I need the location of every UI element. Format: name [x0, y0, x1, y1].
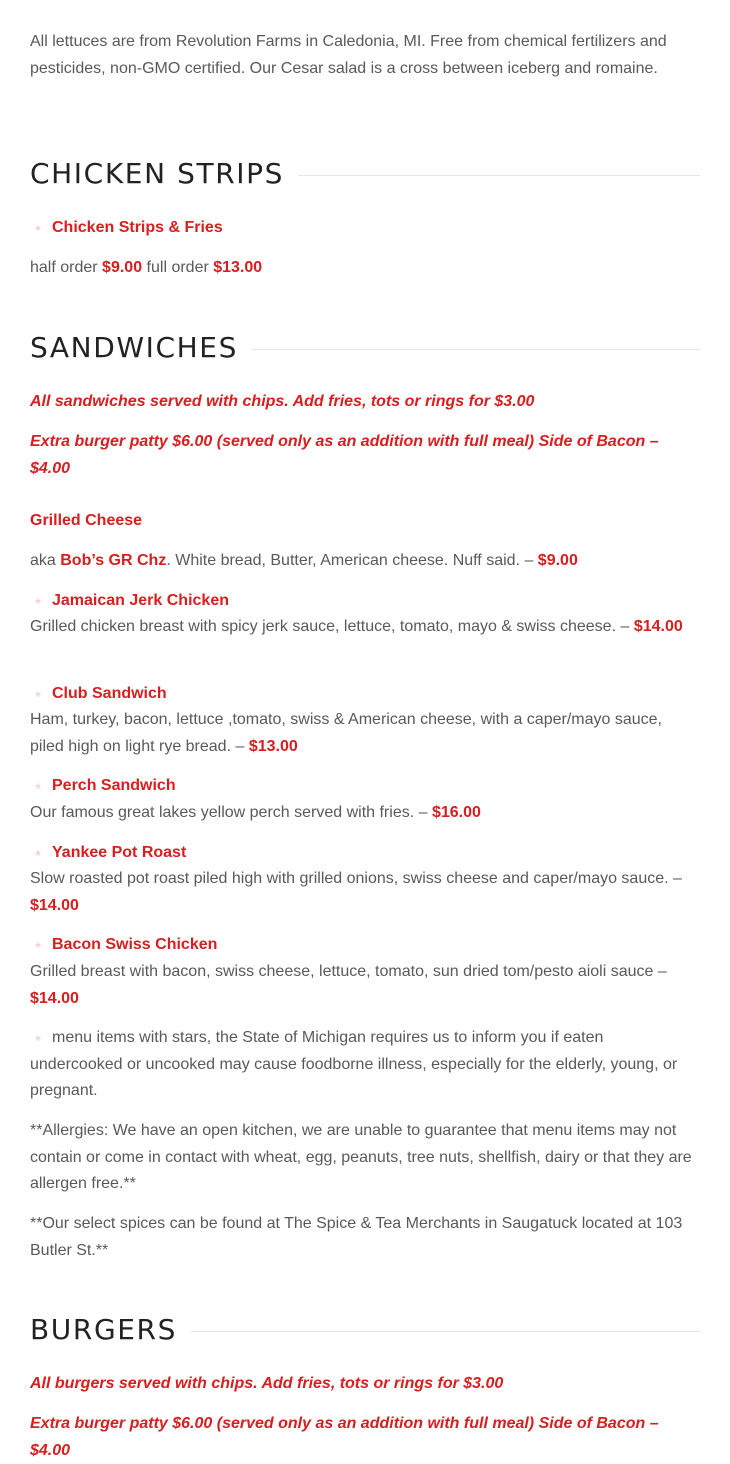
grilled-cheese-description [30, 548, 700, 575]
item-price: $13.00 [248, 737, 298, 755]
michigan-notice: menu items with stars, the State of Michigan requires us to inform you if eaten undercooked or uncooked may cause foodborne illness, especially for the elderly, young, or pregnant. [30, 1029, 678, 1099]
pot-roast-description [30, 866, 700, 919]
menu-item-club-sandwich: Club Sandwich [52, 685, 167, 702]
menu-item-bacon-swiss-chicken: Bacon Swiss Chicken [52, 936, 218, 953]
item-desc: Our famous great lakes yellow perch served with fries. – [30, 804, 428, 821]
section-divider [252, 349, 700, 350]
aka-label: aka [30, 552, 56, 569]
star-icon: ★ [34, 596, 43, 606]
item-price: $14.00 [633, 618, 683, 635]
item-price: $14.00 [30, 896, 79, 914]
grilled-cheese-price: $9.00 [537, 552, 578, 569]
section-divider [191, 1331, 700, 1332]
full-order-price: $13.00 [213, 259, 263, 276]
menu-item-chicken-strips: Chicken Strips & Fries [52, 219, 223, 236]
menu-item-jamaican-jerk-chicken: Jamaican Jerk Chicken [52, 592, 229, 609]
item-desc: Ham, turkey, bacon, lettuce ,tomato, swiss & American cheese, with a caper/mayo sauce, piled high on light rye bread. – [30, 711, 662, 755]
section-title: BURGERS [30, 1312, 177, 1346]
full-order-label: full order [146, 259, 209, 276]
sandwich-sides-note: All sandwiches served with chips. Add fries, tots or rings for $3.00 [30, 393, 535, 410]
menu-item-perch-sandwich: Perch Sandwich [52, 777, 176, 794]
spices-notice: **Our select spices can be found at The Spice & Tea Merchants in Saugatuck located at 103 Butler St.** [30, 1215, 683, 1259]
star-icon: ★ [34, 940, 43, 950]
item-price: $14.00 [30, 989, 79, 1007]
chicken-strips-heading [30, 153, 700, 193]
sandwich-extras-note: Extra burger patty $6.00 (served only as an addition with full meal) Side of Bacon – $4.00 [30, 433, 659, 477]
allergies-notice: **Allergies: We have an open kitchen, we are unable to guarantee that menu items may not contain or come in contact with wheat, egg, peanuts, tree nuts, shellfish, dairy or that they are allergen free.** [30, 1122, 692, 1192]
burger-extras-note: Extra burger patty $6.00 (served only as an addition with full meal) Side of Bacon – $4.00 [30, 1415, 659, 1459]
burgers-heading [30, 1309, 700, 1349]
section-title: CHICKEN STRIPS [30, 156, 284, 190]
half-order-label: half order [30, 259, 98, 276]
menu-item-yankee-pot-roast: Yankee Pot Roast [52, 844, 187, 861]
perch-sandwich-description [30, 800, 700, 827]
section-title: SANDWICHES [30, 330, 238, 364]
lettuce-note: All lettuces are from Revolution Farms in Caledonia, MI. Free from chemical fertilizers and pesticides, non-GMO certified. Our Cesar salad is a cross between iceberg and romaine. [30, 33, 667, 77]
bacon-swiss-description [30, 959, 700, 1012]
star-icon: ★ [34, 848, 43, 858]
burger-sides-note: All burgers served with chips. Add fries, tots or rings for $3.00 [30, 1375, 504, 1392]
item-desc: Grilled breast with bacon, swiss cheese, lettuce, tomato, sun dried tom/pesto aioli sauce – [30, 963, 667, 980]
star-icon: ★ [34, 781, 43, 791]
star-icon: ★ [34, 223, 43, 233]
grilled-cheese-desc: . White bread, Butter, American cheese. Nuff said. – [166, 552, 534, 569]
section-divider [298, 175, 700, 176]
star-icon: ★ [34, 689, 43, 699]
grilled-cheese-nickname: Bob’s GR Chz [60, 552, 167, 569]
item-desc: Grilled chicken breast with spicy jerk sauce, lettuce, tomato, mayo & swiss cheese. – [30, 618, 630, 635]
item-desc: Slow roasted pot roast piled high with grilled onions, swiss cheese and caper/mayo sauce. – [30, 870, 682, 887]
item-price: $16.00 [431, 804, 481, 821]
star-icon: ★ [34, 1033, 43, 1043]
chicken-strips-prices [30, 255, 700, 282]
half-order-price: $9.00 [102, 259, 143, 276]
menu-item-grilled-cheese: Grilled Cheese [30, 512, 143, 529]
sandwiches-heading [30, 327, 700, 367]
club-sandwich-description [30, 707, 700, 760]
jamaican-jerk-description [30, 614, 700, 641]
